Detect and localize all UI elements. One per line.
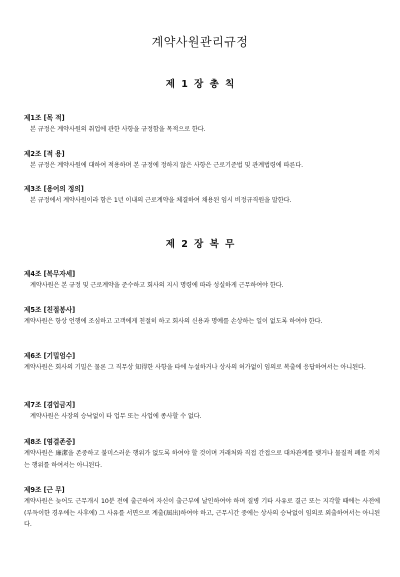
- chapter-heading-2: 제 2 장 복 무: [165, 239, 235, 250]
- article-body: 계약사원은 사장의 승낙없이 타 업무 또는 사업에 종사할 수 없다.: [30, 413, 202, 420]
- article-heading: 제7조 [겸업금지]: [24, 401, 76, 409]
- chapter-heading-1: 제 1 장 총 칙: [165, 79, 235, 90]
- article-heading: 제2조 [적 용]: [24, 150, 65, 158]
- article-body: 계약사원은 항상 언행에 조심하고 고객에게 친절히 하고 회사의 신용과 명예를 손상하는 일이 없도록 하여야 한다.: [24, 318, 323, 325]
- article-heading: 제4조 [복무자세]: [24, 270, 76, 278]
- article-heading: 제5조 [친절봉사]: [24, 306, 76, 314]
- article-body: 계약사원은 늦어도 근무개시 10분 전에 출근하여 자신이 출근부에 날인하여야 하며 질병 기타 사유로 결근 또는 지각할 때에는 사전에 (부득이한 경우에는 사후에) 그 사유를 서면으로 계출(屆出)하여야 하고, 근무시간 중에는 상사의 승낙없이 임의로 외출하여서는 아니된다.: [24, 498, 380, 528]
- article-8: [24, 438, 380, 471]
- article-body: 계약사원은 廉潔을 존중하고 불미스러운 행위가 없도록 하여야 할 것이며 거래처와 직접 간접으로 대차관계를 맺거나 물질적 폐를 끼치는 행위를 하여서는 아니된다.: [24, 450, 380, 469]
- article-heading: 제6조 [기밀엄수]: [24, 352, 76, 360]
- article-body: 본 규정에서 계약사원이라 함은 1년 이내의 근로계약을 체결하여 채용된 임시 비정규직원을 말한다.: [30, 197, 292, 204]
- article-body: 본 규정은 계약사원의 취업에 관한 사항을 규정함을 목적으로 한다.: [30, 126, 206, 133]
- article-6: [24, 352, 380, 374]
- article-7: [24, 401, 380, 423]
- article-heading: 제1조 [목 적]: [24, 114, 65, 122]
- article-3: [24, 185, 380, 207]
- document-title: 계약사원관리규정: [151, 35, 249, 49]
- article-body: 계약사원은 본 규정 및 근로계약을 준수하고 회사의 지시 명령에 따라 성실하게 근무하여야 한다.: [30, 282, 284, 289]
- article-4: [24, 270, 380, 292]
- article-9: [24, 486, 380, 531]
- article-heading: 제3조 [용어의 정의]: [24, 185, 84, 193]
- article-5: [24, 306, 380, 328]
- article-heading: 제9조 [근 무]: [24, 486, 65, 494]
- article-body: 본 규정은 계약사원에 대하여 적용하며 본 규정에 정하지 않은 사항은 근로기준법 및 관계법령에 따른다.: [30, 162, 303, 169]
- article-body: 계약사원은 회사의 기밀은 물론 그 직무상 知得한 사항을 타에 누설하거나 상사의 허가없이 임의로 복출에 응답하여서는 아니된다.: [24, 364, 366, 371]
- article-2: [24, 150, 380, 172]
- article-1: [24, 114, 380, 136]
- article-heading: 제8조 [염결존중]: [24, 438, 76, 446]
